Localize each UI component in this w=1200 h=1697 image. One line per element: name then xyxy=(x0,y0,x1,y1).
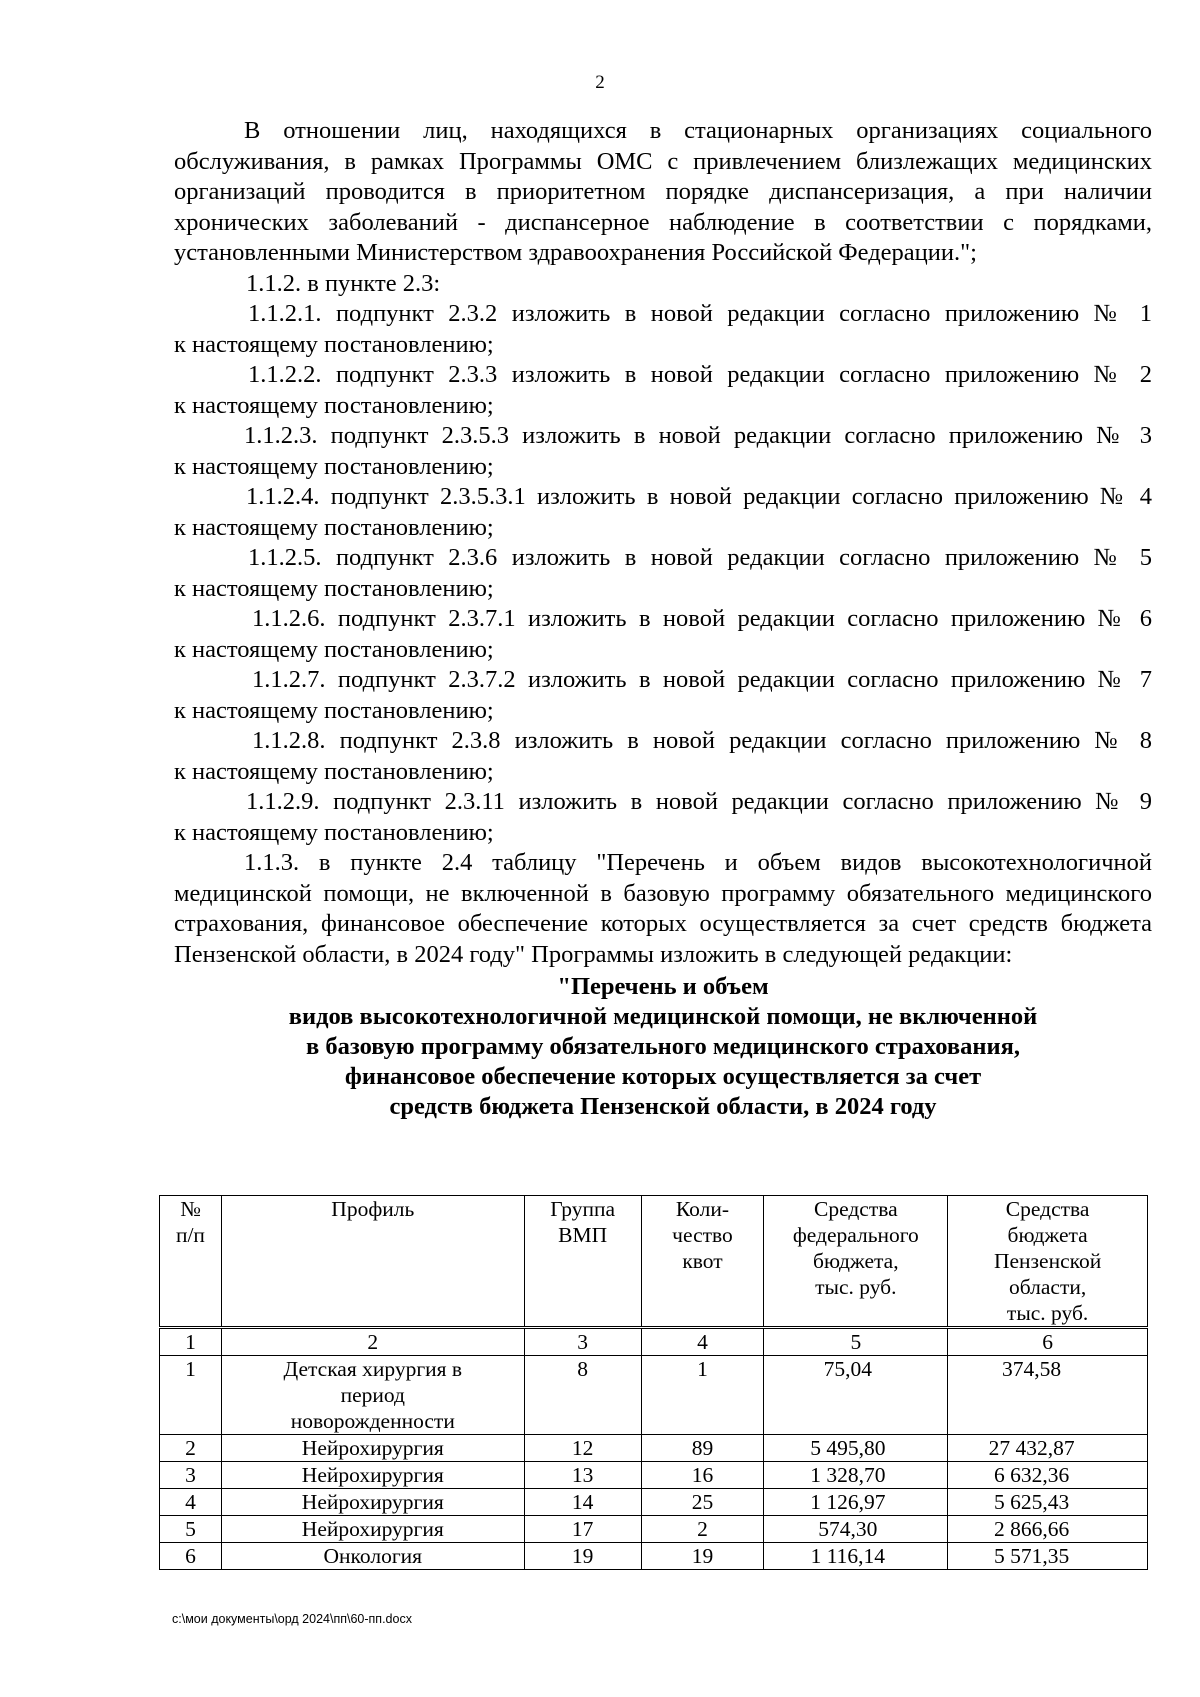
header-line: ВМП xyxy=(558,1223,608,1247)
header-line: Средства xyxy=(813,1197,898,1221)
header-line: квот xyxy=(682,1249,723,1273)
cell-number: 3 xyxy=(160,1462,222,1489)
cell-group: 19 xyxy=(524,1543,641,1570)
subitem-1-1-2-2 xyxy=(174,360,1152,421)
subitem-lead: 1.1.2.2. подпункт 2.3.3 изложить в новой редакции согласно приложению № 2 xyxy=(248,361,1152,388)
cell-federal: 1 116,14 xyxy=(764,1543,948,1570)
cell-federal: 1 126,97 xyxy=(764,1489,948,1516)
subitem-tail: к настоящему постановлению; xyxy=(174,757,494,785)
column-number: 6 xyxy=(948,1328,1148,1356)
cell-profile: Детская хирургия в период новорожденности xyxy=(221,1356,524,1435)
column-number: 4 xyxy=(641,1328,764,1356)
subitem-tail: к настоящему постановлению; xyxy=(174,818,494,846)
header-quota xyxy=(641,1196,764,1328)
vmp-table xyxy=(159,1195,1148,1570)
footer-file-path: c:\мои документы\орд 2024\пп\60-пп.docx xyxy=(172,1612,412,1626)
cell-profile: Нейрохирургия xyxy=(221,1462,524,1489)
subitem-tail: к настоящему постановлению; xyxy=(174,635,494,663)
cell-profile: Онкология xyxy=(221,1543,524,1570)
column-number: 5 xyxy=(764,1328,948,1356)
header-line: Пензенской xyxy=(993,1249,1102,1273)
cell-regional: 5 625,43 xyxy=(948,1489,1148,1516)
header-line: п/п xyxy=(175,1223,205,1247)
cell-number: 2 xyxy=(160,1435,222,1462)
header-line: Коли- xyxy=(675,1197,730,1221)
subitem-lead: 1.1.2.1. подпункт 2.3.2 изложить в новой редакции согласно приложению № 1 xyxy=(248,300,1152,327)
cell-federal: 574,30 xyxy=(764,1516,948,1543)
cell-regional: 2 866,66 xyxy=(948,1516,1148,1543)
cell-quota: 1 xyxy=(641,1356,764,1435)
subitem-lead: 1.1.2.7. подпункт 2.3.7.2 изложить в новой редакции согласно приложению № 7 xyxy=(252,666,1152,693)
cell-profile: Нейрохирургия xyxy=(221,1516,524,1543)
cell-federal: 75,04 xyxy=(764,1356,948,1435)
cell-regional: 27 432,87 xyxy=(948,1435,1148,1462)
subitem-lead: 1.1.2.3. подпункт 2.3.5.3 изложить в новой редакции согласно приложению № 3 xyxy=(244,422,1152,449)
table-row xyxy=(160,1489,1148,1516)
subitem-lead: 1.1.2.4. подпункт 2.3.5.3.1 изложить в новой редакции согласно приложению № 4 xyxy=(246,483,1152,510)
subitem-1-1-2-5 xyxy=(174,543,1152,604)
header-line: области, xyxy=(1008,1275,1087,1299)
cell-number: 4 xyxy=(160,1489,222,1516)
subitem-1-1-2-6 xyxy=(174,604,1152,665)
cell-group: 13 xyxy=(524,1462,641,1489)
table-row xyxy=(160,1543,1148,1570)
header-line: бюджета xyxy=(1007,1223,1088,1247)
header-line: чество xyxy=(672,1223,733,1247)
header-line: федерального xyxy=(792,1223,919,1247)
header-number xyxy=(160,1196,222,1328)
cell-regional: 6 632,36 xyxy=(948,1462,1148,1489)
cell-number: 5 xyxy=(160,1516,222,1543)
subitem-lead: 1.1.2.6. подпункт 2.3.7.1 изложить в новой редакции согласно приложению № 6 xyxy=(252,605,1152,632)
item-1-1-2: 1.1.2. в пункте 2.3: xyxy=(246,269,441,297)
subitem-tail: к настоящему постановлению; xyxy=(174,452,494,480)
subitem-tail: к настоящему постановлению; xyxy=(174,696,494,724)
header-line: Средства xyxy=(1005,1197,1090,1221)
cell-quota: 2 xyxy=(641,1516,764,1543)
subitem-tail: к настоящему постановлению; xyxy=(174,513,494,541)
subitem-1-1-2-8 xyxy=(174,726,1152,787)
table-row xyxy=(160,1435,1148,1462)
cell-federal: 5 495,80 xyxy=(764,1435,948,1462)
table-header-row xyxy=(160,1196,1148,1328)
document-body xyxy=(174,116,1152,1122)
header-line: Группа xyxy=(550,1197,616,1221)
table-title-line: финансовое обеспечение которых осуществляется за счет xyxy=(344,1063,982,1090)
cell-group: 17 xyxy=(524,1516,641,1543)
subitem-1-1-2-7 xyxy=(174,665,1152,726)
column-number: 1 xyxy=(160,1328,222,1356)
cell-profile: Нейрохирургия xyxy=(221,1489,524,1516)
cell-regional: 374,58 xyxy=(948,1356,1148,1435)
subitem-tail: к настоящему постановлению; xyxy=(174,391,494,419)
subitem-lead: 1.1.2.5. подпункт 2.3.6 изложить в новой редакции согласно приложению № 5 xyxy=(248,544,1152,571)
table-title-line: "Перечень и объем xyxy=(557,973,769,1000)
intro-paragraph: В отношении лиц, находящихся в стационарных организациях социального обслуживания, в рамках Программы ОМС с привлечением близлежащих медицинских организаций проводится в приоритетном порядке диспансеризация, а при наличии хронических заболеваний - диспансерное наблюдение в соответствии с порядками, установленными Министерством здравоохранения Российской Федерации."; xyxy=(174,117,1152,266)
item-1-1-3: 1.1.3. в пункте 2.4 таблицу "Перечень и объем видов высокотехнологичной медицинской помощи, не включенной в базовую программу обязательного медицинского страхования, финансовое обеспечение которых осуществляется за счет средств бюджета Пензенской области, в 2024 году" Программы изложить в следующей редакции: xyxy=(174,849,1152,968)
subitem-lead: 1.1.2.8. подпункт 2.3.8 изложить в новой редакции согласно приложению № 8 xyxy=(252,727,1152,754)
cell-profile: Нейрохирургия xyxy=(221,1435,524,1462)
subitem-1-1-2-9 xyxy=(174,787,1152,848)
header-line: тыс. руб. xyxy=(815,1275,897,1299)
header-regional-funds xyxy=(948,1196,1148,1328)
header-line: Профиль xyxy=(331,1197,415,1221)
header-line: № xyxy=(180,1197,201,1221)
cell-quota: 16 xyxy=(641,1462,764,1489)
subitem-1-1-2-3 xyxy=(174,421,1152,482)
subitem-lead: 1.1.2.9. подпункт 2.3.11 изложить в новой редакции согласно приложению № 9 xyxy=(246,788,1152,815)
subitem-tail: к настоящему постановлению; xyxy=(174,330,494,358)
table-title xyxy=(174,972,1152,1122)
table-title-line: видов высокотехнологичной медицинской помощи, не включенной xyxy=(288,1003,1038,1030)
column-number: 3 xyxy=(524,1328,641,1356)
cell-federal: 1 328,70 xyxy=(764,1462,948,1489)
cell-quota: 19 xyxy=(641,1543,764,1570)
cell-quota: 25 xyxy=(641,1489,764,1516)
header-line: бюджета, xyxy=(813,1249,899,1273)
subitem-1-1-2-4 xyxy=(174,482,1152,543)
cell-group: 8 xyxy=(524,1356,641,1435)
column-number-row xyxy=(160,1328,1148,1356)
table-row xyxy=(160,1462,1148,1489)
header-profile xyxy=(221,1196,524,1328)
cell-quota: 89 xyxy=(641,1435,764,1462)
cell-number: 6 xyxy=(160,1543,222,1570)
subitem-1-1-2-1 xyxy=(174,299,1152,360)
cell-group: 14 xyxy=(524,1489,641,1516)
header-federal-funds xyxy=(764,1196,948,1328)
column-number: 2 xyxy=(221,1328,524,1356)
subitem-tail: к настоящему постановлению; xyxy=(174,574,494,602)
page-number: 2 xyxy=(595,72,605,93)
table-title-line: средств бюджета Пензенской области, в 2024 году xyxy=(389,1093,937,1120)
cell-regional: 5 571,35 xyxy=(948,1543,1148,1570)
table-row xyxy=(160,1516,1148,1543)
header-line: тыс. руб. xyxy=(1006,1301,1089,1325)
cell-group: 12 xyxy=(524,1435,641,1462)
table-title-line: в базовую программу обязательного медицинского страхования, xyxy=(306,1033,1020,1060)
cell-number: 1 xyxy=(160,1356,222,1435)
table-row xyxy=(160,1356,1148,1435)
header-group xyxy=(524,1196,641,1328)
